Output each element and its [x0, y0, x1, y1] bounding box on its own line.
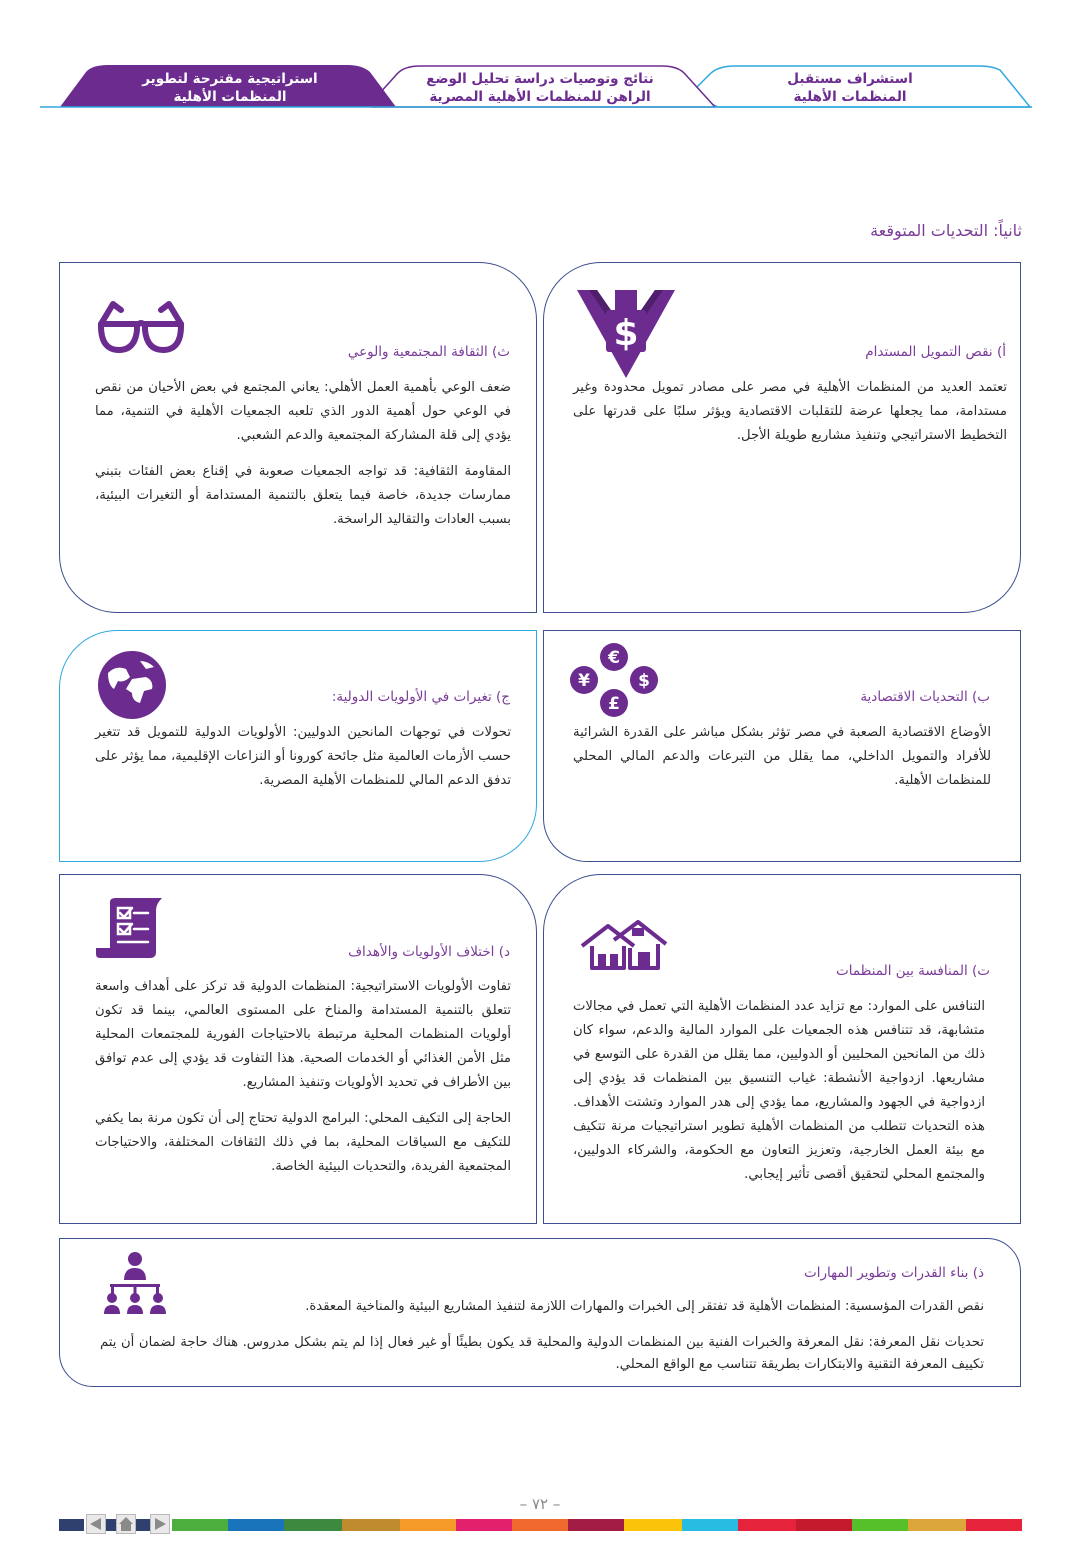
color-bar-segment	[106, 1519, 116, 1531]
card-goals-text-1: تفاوت الأولويات الاستراتيجية: المنظمات الدولية قد تركز على أهداف واسعة تتعلق بالتنمية المستدامة والمناخ على المستوى العالمي، بينما قد تكون أولويات المنظمات المحلية مرتبطة بالاحتياجات الفورية للمجتمعات المحلية مثل الأمن الغذائي أو الخدمات الصحية. هذا التفاوت قد يؤدي إلى عدم توافق بين الأطراف في تحديد الأولويات وتنفيذ المشاريع.	[95, 979, 511, 1090]
card-culture-title: ث) الثقافة المجتمعية والوعي	[347, 344, 510, 360]
card-competition-body	[573, 995, 985, 1199]
color-bar-segment	[682, 1519, 738, 1531]
currency-icon	[568, 641, 660, 719]
card-competition-title: ت) المنافسة بين المنظمات	[836, 963, 990, 979]
prev-page-button[interactable]	[86, 1514, 106, 1534]
card-capacity-title: ذ) بناء القدرات وتطوير المهارات	[803, 1265, 984, 1281]
card-priorities-body	[95, 721, 511, 805]
color-bar-segment	[512, 1519, 568, 1531]
card-goals-title: د) اختلاف الأولويات والأهداف	[348, 944, 510, 960]
tab-strategy[interactable]: استراتيجية مقترحة لتطوير المنظمات الأهلية	[142, 71, 318, 105]
card-capacity-body	[100, 1296, 984, 1388]
arrow-right-icon	[151, 1515, 169, 1533]
color-bar-segment	[908, 1519, 966, 1531]
card-economic-text-1: الأوضاع الاقتصادية الصعبة في مصر تؤثر بشكل مباشر على القدرة الشرائية للأفراد والتمويل الداخلي، مما يقلل من التبرعات والدعم المالي المحلي للمنظمات الأهلية.	[573, 725, 991, 788]
home-button[interactable]	[116, 1514, 136, 1534]
color-bar-segment	[342, 1519, 400, 1531]
color-bar-segment	[284, 1519, 342, 1531]
dollar-down-arrow-icon	[575, 286, 677, 382]
color-bar-segment	[852, 1519, 908, 1531]
color-bar-segment	[796, 1519, 852, 1531]
svg-text:€: €	[608, 648, 620, 668]
color-bar-segment	[172, 1519, 228, 1531]
next-page-button[interactable]	[150, 1514, 170, 1534]
svg-text:$: $	[613, 313, 639, 354]
color-bar-segment	[624, 1519, 682, 1531]
page-number: – ٧٢ –	[519, 1495, 561, 1513]
card-capacity-text-2: تحديات نقل المعرفة: نقل المعرفة والخبرات الفنية بين المنظمات الدولية والمحلية قد يكون بطيئًا أو غير فعال إذا لم يتم بشكل مدروس. هناك حاجة لضمان أن يتم تكييف المعرفة التقنية والابتكارات بطريقة تتناسب مع الواقع المحلي.	[100, 1335, 984, 1372]
svg-text:£: £	[608, 694, 620, 714]
card-goals-body	[95, 975, 511, 1191]
checklist-icon	[96, 896, 166, 960]
card-priorities-title: ج) تغيرات في الأولويات الدولية:	[331, 689, 510, 705]
color-bar-segment	[456, 1519, 512, 1531]
card-economic-body	[573, 721, 991, 805]
card-capacity-text-1: نقص القدرات المؤسسية: المنظمات الأهلية قد تفتقر إلى الخبرات والمهارات اللازمة لتنفيذ المشاريع البيئية والمناخية المعقدة.	[305, 1299, 984, 1314]
globe-icon	[96, 649, 168, 721]
houses-icon	[578, 920, 670, 972]
card-competition-text-1: التنافس على الموارد: مع تزايد عدد المنظمات الأهلية التي تعمل في مجالات متشابهة، قد تتنافس هذه الجمعيات على الموارد المالية والدعم، سواء كان ذلك من المانحين المحليين أو الدوليين، مما يقلل من القدرة على التوسع في مشاريعها. ازدواجية الأنشطة: غياب التنسيق بين المنظمات قد يؤدي إلى ازدواجية في الجهود والمشاريع، مما يؤدي إلى هدر الموارد وتشتت الأهداف. هذه التحديات تتطلب من المنظمات الأهلية تطوير استراتيجيات مرنة تتكيف مع بيئة العمل الخارجية، وتعزيز التعاون مع الحكومة، والشركاء الدوليين، والمجتمع المحلي لتحقيق أقصى تأثير إيجابي.	[573, 999, 985, 1182]
color-bar-segment	[568, 1519, 624, 1531]
color-bar-segment	[228, 1519, 284, 1531]
svg-text:¥: ¥	[578, 671, 590, 691]
card-culture-text-2: المقاومة الثقافية: قد تواجه الجمعيات صعوبة في إقناع بعض الفئات بتبني ممارسات جديدة، خاصة فيما يتعلق بالتنمية المستدامة أو التغيرات البيئية، بسبب العادات والتقاليد الراسخة.	[95, 464, 511, 527]
card-culture-body	[95, 376, 511, 544]
color-bar-segment	[136, 1519, 150, 1531]
card-goals-text-2: الحاجة إلى التكيف المحلي: البرامج الدولية تحتاج إلى أن تكون مرنة بما يكفي للتكيف مع السياقات المحلية، بما في ذلك الثقافات المختلفة، والاحتياجات المجتمعية الفريدة، والتحديات البيئية الخاصة.	[95, 1111, 511, 1174]
arrow-left-icon	[87, 1515, 105, 1533]
card-funding-title: أ) نقص التمويل المستدام	[865, 344, 1006, 360]
section-title: ثانياً: التحديات المتوقعة	[870, 221, 1022, 240]
color-bar-segment	[738, 1519, 796, 1531]
tab-future[interactable]: استشراف مستقبل المنظمات الأهلية	[787, 71, 913, 105]
home-icon	[117, 1515, 135, 1533]
color-bar-segment	[966, 1519, 1022, 1531]
svg-text:$: $	[638, 671, 650, 691]
card-funding-body	[573, 376, 1007, 460]
card-priorities-text-1: تحولات في توجهات المانحين الدوليين: الأولويات الدولية للتمويل قد تتغير حسب الأزمات العالمية مثل جائحة كورونا أو النزاعات الإقليمية، مما يؤثر على تدفق الدعم المالي للمنظمات الأهلية المصرية.	[95, 725, 511, 788]
card-culture-text-1: ضعف الوعي بأهمية العمل الأهلي: يعاني المجتمع في بعض الأحيان من نقص في الوعي حول أهمية الدور الذي تلعبه الجمعيات الأهلية في التنمية، مما يؤدي إلى قلة المشاركة المجتمعية والدعم الشعبي.	[95, 380, 511, 443]
glasses-icon	[95, 298, 187, 356]
tab-results[interactable]: نتائج وتوصيات دراسة تحليل الوضع الراهن للمنظمات الأهلية المصرية	[426, 71, 654, 105]
color-bar-segment	[59, 1519, 84, 1531]
card-economic-title: ب) التحديات الاقتصادية	[860, 689, 990, 705]
card-funding-text-1: تعتمد العديد من المنظمات الأهلية في مصر على مصادر تمويل محدودة وغير مستدامة، مما يجعلها عرضة للتقلبات الاقتصادية ويؤثر سلبًا على قدرتها على التخطيط الاستراتيجي وتنفيذ مشاريع طويلة الأجل.	[573, 380, 1007, 443]
color-bar-segment	[400, 1519, 456, 1531]
